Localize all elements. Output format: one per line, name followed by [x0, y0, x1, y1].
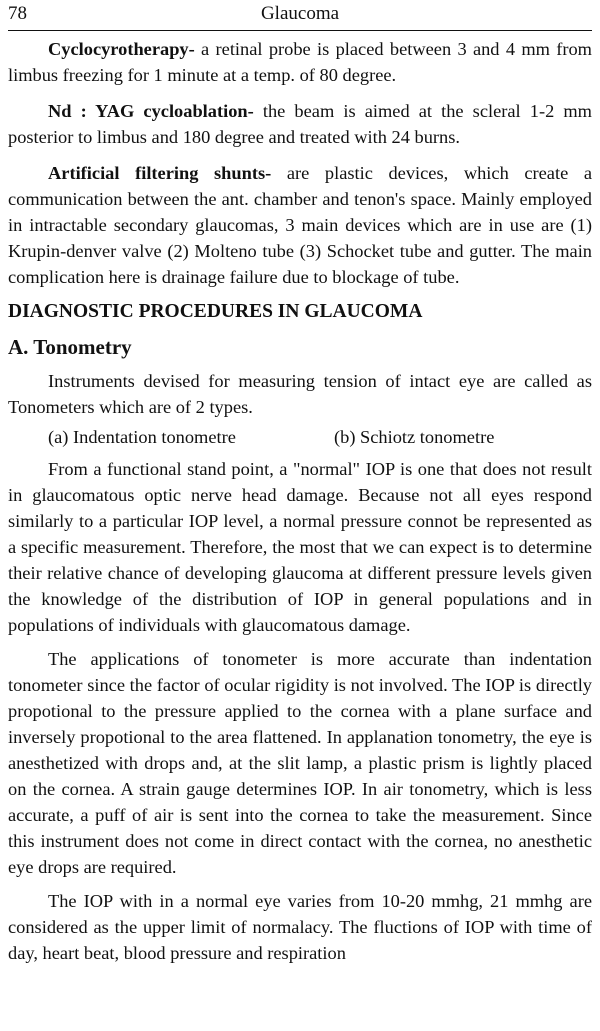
paragraph-normal-iop-range: The IOP with in a normal eye varies from 10-20 mmhg, 21 mmhg are considered as the upper limit of normalacy. The fluctions of IOP with time of day, heart beat, blood pressure and respiration: [8, 891, 592, 963]
text-filtering-shunts: are plastic devices, which create a communication between the ant. chamber and tenon's space. Mainly employed in intractable secondary glaucomas, 3 main devices which are in use are (1) Krupin-denver valve (2) Molteno tube (3) Schocket tube and gutter. The main complication here is drainage failure due to blockage of tube.: [8, 163, 592, 287]
running-header: [8, 0, 592, 31]
text-cyclocryotherapy: a retinal probe is placed between 3 and 4 mm from limbus freezing for 1 minute at a temp. of 80 degree.: [8, 39, 592, 85]
text-yag-cycloablation: the beam is aimed at the scleral 1-2 mm posterior to limbus and 180 degree and treated with 24 burns.: [8, 101, 592, 147]
running-title: Glaucoma: [260, 3, 340, 24]
paragraph-applanation: The applications of tonometer is more accurate than indentation tonometer since the factor of ocular rigidity is not involved. The IOP is directly propotional to the pressure applied to the cornea with a plane surface and inversely propotional to the area flattened. In applanation tonometry, the eye is anesthetized with drops and, at the slit lamp, a plastic prism is lightly placed on the cornea. A strain gauge determines IOP. In air tonometry, which is less accurate, a puff of air is sent into the cornea to take the measurement. Since this instrument does not come in direct contact with the cornea, no anesthetic eye drops are required.: [8, 649, 592, 877]
term-cyclocryotherapy: Cyclocyrotherapy-: [48, 39, 195, 59]
paragraph-normal-iop-definition: From a functional stand point, a "normal" IOP is one that does not result in glaucomatous optic nerve head damage. Because not all eyes respond similarly to a particular IOP level, a normal pressure connot be represented as a specific measurement. Therefore, the most that we can expect is to determine their relative chance of developing glaucoma at different pressure levels given the knowledge of the distribution of IOP in general populations and in populations of individuals with glaucomatous damage.: [8, 459, 592, 635]
tonometer-types: [8, 424, 592, 450]
subsection-heading: A. Tonometry: [8, 335, 132, 359]
paragraph-cyclocryotherapy: [8, 36, 592, 88]
tonometer-type-b: (b) Schiotz tonometre: [334, 427, 495, 447]
page-number: 78: [8, 3, 27, 24]
term-yag-cycloablation: Nd : YAG cycloablation-: [48, 101, 254, 121]
term-filtering-shunts: Artificial filtering shunts-: [48, 163, 272, 183]
paragraph-filtering-shunts: [8, 160, 592, 290]
section-heading: DIAGNOSTIC PROCEDURES IN GLAUCOMA: [8, 301, 423, 322]
page-body: [8, 36, 592, 966]
paragraph-yag-cycloablation: [8, 98, 592, 150]
tonometer-type-a: (a) Indentation tonometre: [48, 427, 236, 447]
paragraph-tonometry-intro: Instruments devised for measuring tension of intact eye are called as Tonometers which are of 2 types.: [8, 371, 592, 417]
